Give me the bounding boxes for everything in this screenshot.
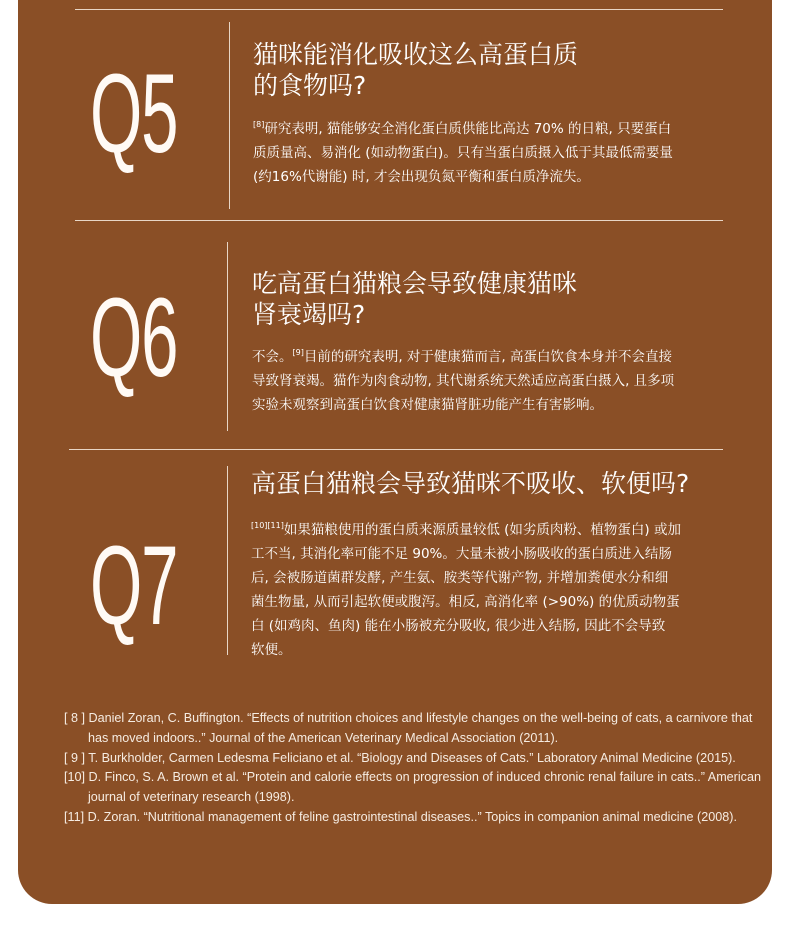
question-number: Q7 bbox=[90, 523, 178, 648]
question-title: 高蛋白猫粮会导致猫咪不吸收、软便吗? bbox=[251, 469, 690, 498]
answer-text: [8]研究表明, 猫能够安全消化蛋白质供能比高达 70% 的日粮, 只要蛋白 质质量高、易消化 (如动物蛋白)。只有当蛋白质摄入低于其最低需要量 (约16%代谢能) 时, 才会出现负氮平衡和蛋白质净流失。 bbox=[253, 120, 673, 185]
reference-item: [ 9 ] T. Burkholder, Carmen Ledesma Feliciano et al. “Biology and Diseases of Cats.” Laboratory Animal Medicine (2015). bbox=[64, 750, 736, 765]
question-title: 猫咪能消化吸收这么高蛋白质 的食物吗? bbox=[253, 40, 579, 100]
reference-item: [10] D. Finco, S. A. Brown et al. “Protein and calorie effects on progression of induced chronic renal failure in cats..” American journal of veterinary research (1998). bbox=[64, 770, 761, 805]
reference-item: [11] D. Zoran. “Nutritional management of feline gastrointestinal diseases..” Topics in companion animal medicine (2008). bbox=[64, 809, 737, 824]
question-number: Q5 bbox=[90, 51, 178, 176]
citation: [9] bbox=[292, 348, 304, 357]
question-title: 吃高蛋白猫粮会导致健康猫咪 肾衰竭吗? bbox=[252, 269, 578, 329]
answer-text: [10][11]如果猫粮使用的蛋白质来源质量较低 (如劣质肉粉、植物蛋白) 或加 工不当, 其消化率可能不足 90%。大量未被小肠吸收的蛋白质进入结肠 后, 会被肠道菌群发酵, 产生氨、胺类等代谢产物, 并增加粪便水分和细 菌生物量, 从而引起软便或腹泻。相反, 高消化率 (>90%) 的优质动物蛋 白 (如鸡肉、鱼肉) 能在小肠被充分吸收, 很少进入结肠, 因此不会导致 软便。 bbox=[251, 521, 681, 658]
reference-item: [ 8 ] Daniel Zoran, C. Buffington. “Effects of nutrition choices and lifestyle changes on the well-being of cats, a carnivore that has moved indoors..” Journal of the American Veterinary Medical Association (2011). bbox=[64, 711, 753, 745]
question-number: Q6 bbox=[90, 275, 178, 400]
section-divider bbox=[229, 22, 230, 209]
citation: [10][11] bbox=[251, 521, 284, 530]
answer-text: 不会。[9]目前的研究表明, 对于健康猫而言, 高蛋白饮食本身并不会直接 导致肾衰竭。猫作为肉食动物, 其代谢系统天然适应高蛋白摄入, 且多项 实验未观察到高蛋白饮食对健康猫肾脏功能产生有害影响。 bbox=[252, 348, 675, 413]
section-divider bbox=[227, 242, 228, 431]
references-list bbox=[64, 709, 764, 828]
divider bbox=[75, 9, 723, 10]
citation: [8] bbox=[253, 120, 265, 129]
section-divider bbox=[227, 466, 228, 655]
divider bbox=[75, 220, 723, 221]
divider bbox=[69, 449, 723, 450]
